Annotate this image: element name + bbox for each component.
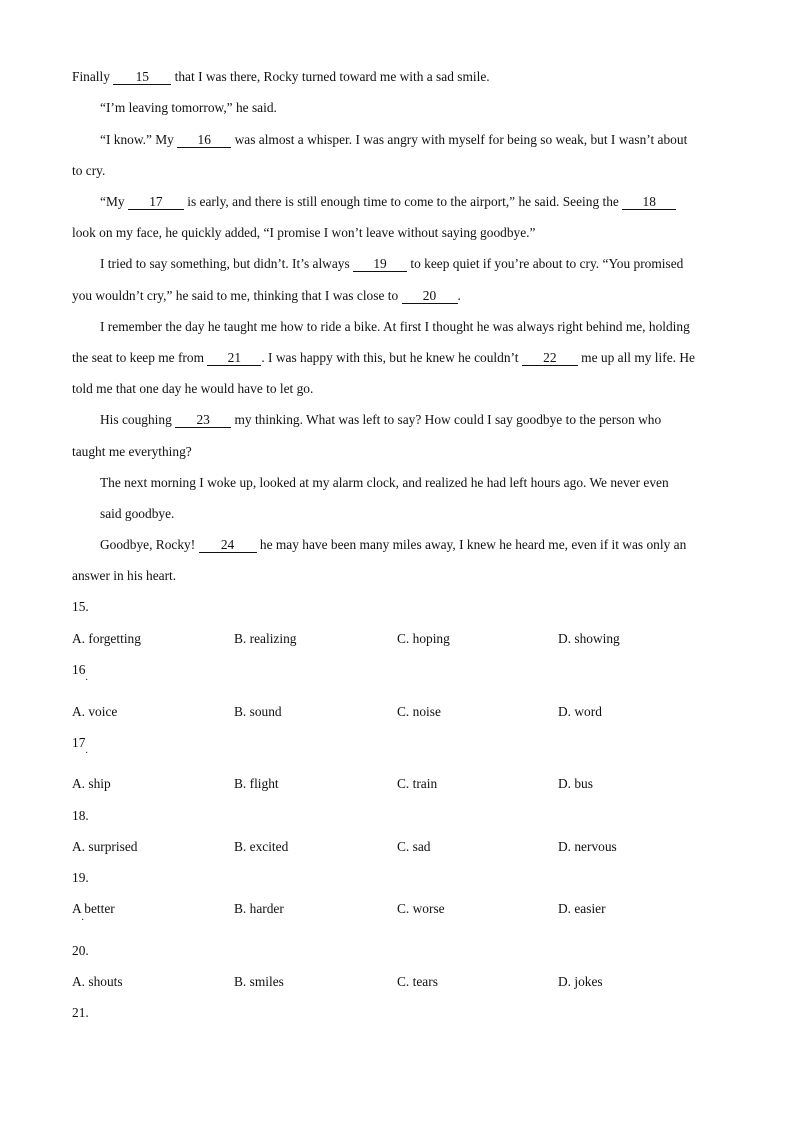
option-b[interactable]: B. harder: [234, 901, 284, 916]
passage-text: is early, and there is still enough time to come to the airport,” he said. Seeing the: [183, 194, 623, 209]
option-a[interactable]: A. ship: [72, 776, 111, 791]
passage-text: His coughing: [100, 412, 176, 427]
passage-line: [100, 193, 676, 211]
option-d[interactable]: D. word: [558, 704, 602, 719]
option-a[interactable]: A. voice: [72, 704, 118, 719]
passage-line: [100, 536, 686, 554]
passage-line: said goodbye.: [100, 506, 175, 521]
blank-19: 19: [353, 257, 407, 272]
passage-text: . I was happy with this, but he knew he couldn’t: [261, 350, 522, 365]
passage-line: [72, 349, 695, 367]
stray-dot: ·: [81, 915, 85, 926]
passage-text: Goodbye, Rocky!: [100, 537, 199, 552]
passage-line: answer in his heart.: [72, 568, 177, 583]
question-number: 19.: [72, 870, 89, 885]
passage-line: [72, 68, 490, 86]
stray-dot: ·: [85, 748, 89, 759]
blank-15: 15: [113, 70, 171, 85]
blank-24: 24: [199, 538, 257, 553]
blank-22: 22: [522, 351, 578, 366]
option-a[interactable]: A. forgetting: [72, 631, 141, 646]
passage-text: you wouldn’t cry,” he said to me, thinking that I was close to: [72, 288, 402, 303]
option-d[interactable]: D. jokes: [558, 974, 603, 989]
passage-text: was almost a whisper. I was angry with myself for being so weak, but I wasn’t about: [231, 132, 688, 147]
blank-21: 21: [207, 351, 261, 366]
option-c[interactable]: C. tears: [397, 974, 438, 989]
option-b[interactable]: B. realizing: [234, 631, 297, 646]
blank-16: 16: [177, 133, 231, 148]
option-b[interactable]: B. smiles: [234, 974, 284, 989]
option-d[interactable]: D. bus: [558, 776, 593, 791]
passage-text: that I was there, Rocky turned toward me with a sad smile.: [171, 69, 490, 84]
passage-text: I tried to say something, but didn’t. It’s always: [100, 256, 354, 271]
passage-text: “I know.” My: [100, 132, 178, 147]
option-a[interactable]: A. surprised: [72, 839, 138, 854]
question-number: 17: [72, 735, 86, 750]
passage-text: he may have been many miles away, I knew he heard me, even if it was only an: [256, 537, 687, 552]
passage-text: the seat to keep me from: [72, 350, 208, 365]
blank-23: 23: [175, 413, 231, 428]
passage-line: to cry.: [72, 163, 106, 178]
passage-text: Finally: [72, 69, 114, 84]
question-number: 21.: [72, 1005, 89, 1020]
option-a[interactable]: A better: [72, 901, 115, 916]
option-a[interactable]: A. shouts: [72, 974, 123, 989]
passage-line: [100, 255, 683, 273]
option-d[interactable]: D. easier: [558, 901, 606, 916]
option-c[interactable]: C. train: [397, 776, 438, 791]
passage-line: look on my face, he quickly added, “I promise I won’t leave without saying goodbye.”: [72, 225, 536, 240]
option-c[interactable]: C. noise: [397, 704, 441, 719]
blank-18: 18: [622, 195, 676, 210]
option-b[interactable]: B. excited: [234, 839, 289, 854]
option-c[interactable]: C. hoping: [397, 631, 450, 646]
blank-17: 17: [128, 195, 184, 210]
option-d[interactable]: D. nervous: [558, 839, 617, 854]
passage-line: I remember the day he taught me how to ride a bike. At first I thought he was always right behind me, holding: [100, 319, 690, 334]
question-number: 15.: [72, 599, 89, 614]
passage-text: “My: [100, 194, 128, 209]
question-number: 16: [72, 662, 86, 677]
option-d[interactable]: D. showing: [558, 631, 620, 646]
passage-line: [100, 411, 661, 429]
question-number: 20.: [72, 943, 89, 958]
passage-text: me up all my life. He: [577, 350, 695, 365]
option-c[interactable]: C. worse: [397, 901, 445, 916]
passage-line: taught me everything?: [72, 444, 192, 459]
passage-line: [72, 287, 461, 305]
passage-line: [100, 131, 687, 149]
option-c[interactable]: C. sad: [397, 839, 431, 854]
stray-dot: ·: [85, 675, 89, 686]
passage-line: told me that one day he would have to let go.: [72, 381, 314, 396]
option-b[interactable]: B. flight: [234, 776, 279, 791]
passage-line: “I’m leaving tomorrow,” he said.: [100, 100, 277, 115]
passage-line: The next morning I woke up, looked at my alarm clock, and realized he had left hours ago. We never even: [100, 475, 669, 490]
passage-text: to keep quiet if you’re about to cry. “You promised: [407, 256, 684, 271]
passage-text: my thinking. What was left to say? How could I say goodbye to the person who: [231, 412, 662, 427]
blank-20: 20: [402, 289, 458, 304]
passage-text: .: [457, 288, 461, 303]
question-number: 18.: [72, 808, 89, 823]
option-b[interactable]: B. sound: [234, 704, 282, 719]
